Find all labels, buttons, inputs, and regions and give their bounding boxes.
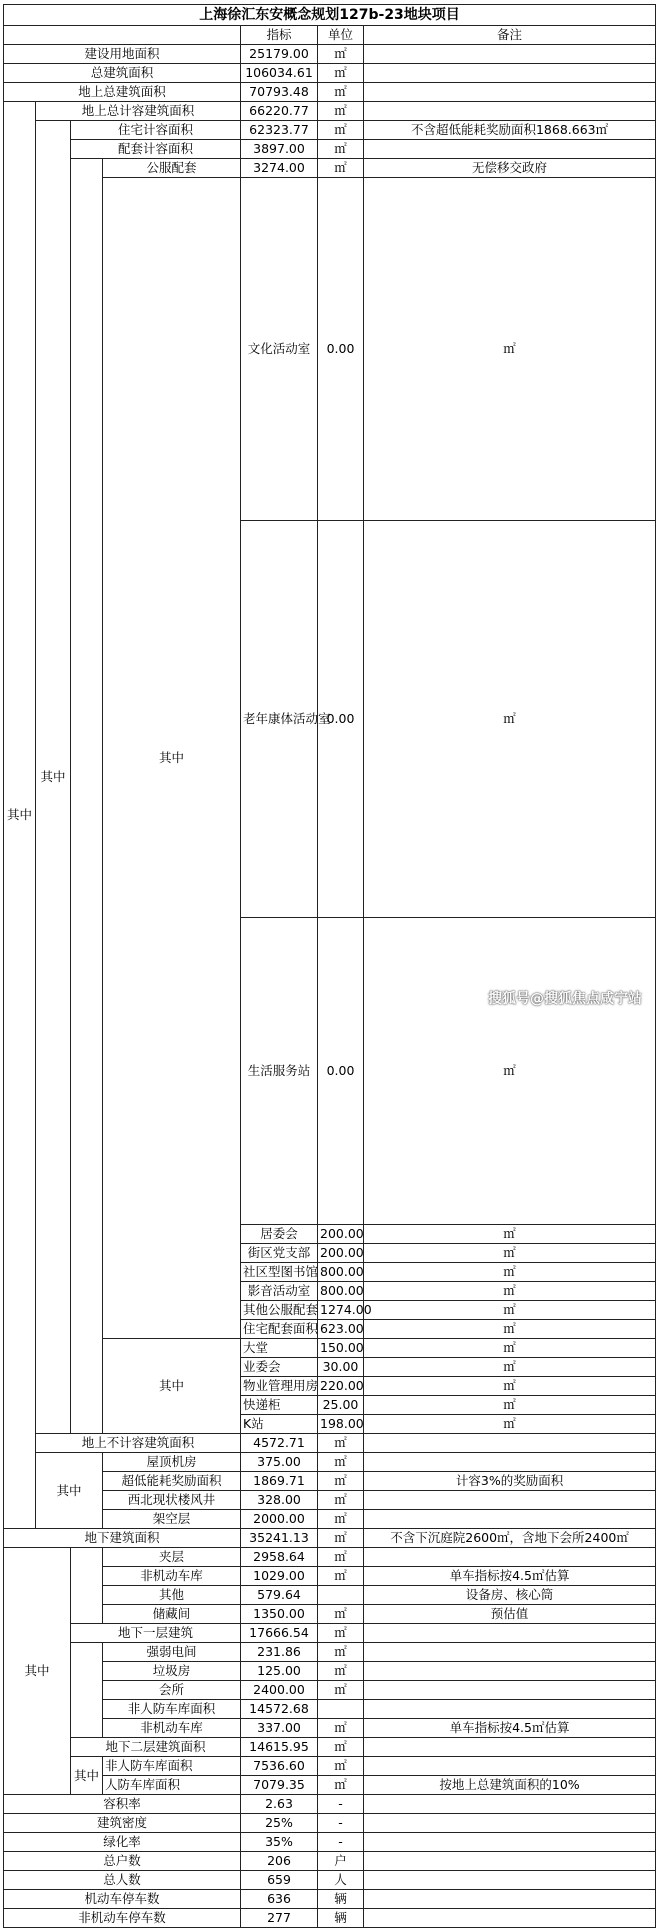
row-value: 198.00 — [318, 1415, 364, 1434]
row-name: 地下一层建筑 — [71, 1624, 241, 1643]
row-note: 不含超低能耗奖励面积1868.663㎡ — [364, 121, 656, 140]
row-value: 2958.64 — [241, 1548, 318, 1567]
row-unit: ㎡ — [318, 1605, 364, 1624]
row-value: 35% — [241, 1833, 318, 1852]
row-name: 夹层 — [103, 1548, 241, 1567]
row-name: 非人防车库面积 — [103, 1700, 241, 1719]
row-name: 其他公服配套 — [241, 1301, 318, 1320]
title-row — [4, 5, 656, 26]
row-value: 66220.77 — [241, 102, 318, 121]
row-unit: 辆 — [318, 1909, 364, 1928]
row-value: 1869.71 — [241, 1472, 318, 1491]
row-unit: ㎡ — [318, 1738, 364, 1757]
row-name: 西北现状楼风井 — [103, 1491, 241, 1510]
row-note — [364, 1852, 656, 1871]
row-name: 老年康体活动室 — [241, 521, 318, 918]
row-name: 公服配套 — [103, 159, 241, 178]
row-note: 预估值 — [364, 1605, 656, 1624]
table-row — [4, 1548, 656, 1567]
row-unit: ㎡ — [318, 1548, 364, 1567]
row-value: 220.00 — [318, 1377, 364, 1396]
row-unit: ㎡ — [364, 1301, 656, 1320]
row-name: 储藏间 — [103, 1605, 241, 1624]
row-note — [364, 64, 656, 83]
row-unit: - — [318, 1833, 364, 1852]
row-value: 0.00 — [318, 521, 364, 918]
row-name: 建设用地面积 — [4, 45, 241, 64]
row-unit: ㎡ — [364, 1244, 656, 1263]
row-name: 大堂 — [241, 1339, 318, 1358]
row-note — [364, 1738, 656, 1757]
row-name: 物业管理用房 — [241, 1377, 318, 1396]
table-row — [4, 45, 656, 64]
table-row — [4, 1833, 656, 1852]
row-value: 7079.35 — [241, 1776, 318, 1795]
row-unit: ㎡ — [318, 1719, 364, 1738]
row-note — [364, 1453, 656, 1472]
row-unit — [318, 1586, 364, 1605]
row-value: 70793.48 — [241, 83, 318, 102]
row-unit: ㎡ — [364, 1339, 656, 1358]
table-row — [4, 102, 656, 121]
header-note: 备注 — [364, 26, 656, 45]
row-name: 非机动车停车数 — [4, 1909, 241, 1928]
row-value: 277 — [241, 1909, 318, 1928]
row-value: 125.00 — [241, 1662, 318, 1681]
row-note — [364, 83, 656, 102]
row-unit: ㎡ — [364, 178, 656, 521]
row-note: 计容3%的奖励面积 — [364, 1472, 656, 1491]
row-name: 地下二层建筑面积 — [71, 1738, 241, 1757]
row-name: 住宅配套面积 — [241, 1320, 318, 1339]
row-value: 1274.00 — [318, 1301, 364, 1320]
row-note — [364, 1814, 656, 1833]
row-value: 106034.61 — [241, 64, 318, 83]
row-unit: ㎡ — [318, 64, 364, 83]
row-unit: ㎡ — [318, 1491, 364, 1510]
row-value: 2400.00 — [241, 1681, 318, 1700]
row-unit: ㎡ — [364, 1225, 656, 1244]
table-row — [4, 121, 656, 140]
group-label-level3b: 其中 — [103, 178, 241, 1339]
table-row — [4, 64, 656, 83]
table-row — [4, 1643, 656, 1662]
row-name: 机动车停车数 — [4, 1890, 241, 1909]
row-note — [364, 1643, 656, 1662]
header-metric: 指标 — [241, 26, 318, 45]
row-value: 375.00 — [241, 1453, 318, 1472]
row-name: 屋顶机房 — [103, 1453, 241, 1472]
row-name: 生活服务站 — [241, 918, 318, 1225]
row-note — [364, 1757, 656, 1776]
group-label-b1 — [71, 1643, 103, 1738]
row-note — [364, 1681, 656, 1700]
row-name: 人防车库面积 — [103, 1776, 241, 1795]
watermark: 搜狐号@搜狐焦点咸宁站 — [488, 991, 642, 1007]
table-row — [4, 83, 656, 102]
table-row — [4, 1909, 656, 1928]
row-name: 文化活动室 — [241, 178, 318, 521]
table-row — [4, 1738, 656, 1757]
table-row — [4, 1624, 656, 1643]
row-name: 社区型图书馆 — [241, 1263, 318, 1282]
row-value: 659 — [241, 1871, 318, 1890]
row-note — [364, 1909, 656, 1928]
row-value: 7536.60 — [241, 1757, 318, 1776]
row-value: 206 — [241, 1852, 318, 1871]
row-unit: ㎡ — [364, 1282, 656, 1301]
row-name: 强弱电间 — [103, 1643, 241, 1662]
row-name: 住宅计容面积 — [71, 121, 241, 140]
table-row — [4, 1453, 656, 1472]
row-note — [364, 1434, 656, 1453]
row-name: 非机动车库 — [103, 1719, 241, 1738]
row-value: 579.64 — [241, 1586, 318, 1605]
group-label-level3c: 其中 — [103, 1339, 241, 1434]
table-row — [4, 1434, 656, 1453]
row-unit: ㎡ — [364, 1263, 656, 1282]
table-row — [4, 1871, 656, 1890]
row-unit: ㎡ — [318, 102, 364, 121]
table-title: 上海徐汇东安概念规划127b-23地块项目 — [4, 5, 656, 26]
row-value: 3897.00 — [241, 140, 318, 159]
row-note: 不含下沉庭院2600㎡，含地下会所2400㎡ — [364, 1529, 656, 1548]
row-name: 街区党支部 — [241, 1244, 318, 1263]
row-unit: ㎡ — [318, 1662, 364, 1681]
row-unit: ㎡ — [318, 1643, 364, 1662]
row-name: 地上总建筑面积 — [4, 83, 241, 102]
row-value: 0.00 — [318, 918, 364, 1225]
row-note — [364, 140, 656, 159]
group-label-mezz — [71, 1548, 103, 1624]
row-note — [364, 1871, 656, 1890]
table-row — [4, 1852, 656, 1871]
group-label-level2: 其中 — [36, 121, 71, 1434]
row-unit: ㎡ — [318, 45, 364, 64]
row-name: 地下建筑面积 — [4, 1529, 241, 1548]
row-value: 25% — [241, 1814, 318, 1833]
row-unit: ㎡ — [364, 1377, 656, 1396]
row-value: 328.00 — [241, 1491, 318, 1510]
row-unit: ㎡ — [364, 1396, 656, 1415]
row-note — [364, 45, 656, 64]
row-note — [364, 1491, 656, 1510]
row-unit: ㎡ — [364, 1320, 656, 1339]
header-unit: 单位 — [318, 26, 364, 45]
row-value: 62323.77 — [241, 121, 318, 140]
row-name: 总人数 — [4, 1871, 241, 1890]
row-value: 1350.00 — [241, 1605, 318, 1624]
row-unit: ㎡ — [318, 121, 364, 140]
row-note — [364, 1833, 656, 1852]
row-unit: ㎡ — [318, 1567, 364, 1586]
row-value: 636 — [241, 1890, 318, 1909]
row-value: 800.00 — [318, 1263, 364, 1282]
row-note — [364, 102, 656, 121]
row-unit: - — [318, 1814, 364, 1833]
row-unit: ㎡ — [364, 521, 656, 918]
header-blank — [4, 26, 241, 45]
group-label-b2: 其中 — [71, 1757, 103, 1795]
row-name: K站 — [241, 1415, 318, 1434]
row-name: 容积率 — [4, 1795, 241, 1814]
table-row — [4, 1795, 656, 1814]
row-value: 0.00 — [318, 178, 364, 521]
row-note — [364, 1624, 656, 1643]
row-unit: ㎡ — [364, 918, 656, 1225]
row-unit: ㎡ — [364, 1358, 656, 1377]
row-unit: ㎡ — [318, 1510, 364, 1529]
row-note — [364, 1662, 656, 1681]
row-value: 623.00 — [318, 1320, 364, 1339]
row-unit: ㎡ — [318, 1529, 364, 1548]
table-row — [4, 1757, 656, 1776]
row-value: 150.00 — [318, 1339, 364, 1358]
row-name: 会所 — [103, 1681, 241, 1700]
row-name: 非机动车库 — [103, 1567, 241, 1586]
row-name: 超低能耗奖励面积 — [103, 1472, 241, 1491]
row-value: 1029.00 — [241, 1567, 318, 1586]
group-label-nonfar: 其中 — [36, 1453, 103, 1529]
row-value: 2.63 — [241, 1795, 318, 1814]
row-value: 4572.71 — [241, 1434, 318, 1453]
row-name: 绿化率 — [4, 1833, 241, 1852]
group-label-level3 — [71, 159, 103, 1434]
row-unit: 人 — [318, 1871, 364, 1890]
row-name: 地上不计容建筑面积 — [36, 1434, 241, 1453]
row-unit: 户 — [318, 1852, 364, 1871]
table-row — [4, 159, 656, 178]
row-value: 35241.13 — [241, 1529, 318, 1548]
row-value: 231.86 — [241, 1643, 318, 1662]
row-note — [364, 1700, 656, 1719]
row-name: 总建筑面积 — [4, 64, 241, 83]
row-value: 800.00 — [318, 1282, 364, 1301]
row-name: 架空层 — [103, 1510, 241, 1529]
row-note — [364, 1510, 656, 1529]
row-name: 非人防车库面积 — [103, 1757, 241, 1776]
row-value: 2000.00 — [241, 1510, 318, 1529]
row-value: 200.00 — [318, 1244, 364, 1263]
table-row — [4, 1529, 656, 1548]
row-value: 14615.95 — [241, 1738, 318, 1757]
row-unit: ㎡ — [318, 140, 364, 159]
group-label-level1: 其中 — [4, 102, 36, 1529]
table-row — [4, 140, 656, 159]
row-value: 14572.68 — [241, 1700, 318, 1719]
row-unit: ㎡ — [318, 83, 364, 102]
row-note — [364, 1795, 656, 1814]
row-name: 垃圾房 — [103, 1662, 241, 1681]
row-name: 其他 — [103, 1586, 241, 1605]
row-unit: ㎡ — [364, 1415, 656, 1434]
row-note: 按地上总建筑面积的10% — [364, 1776, 656, 1795]
row-unit: ㎡ — [318, 1776, 364, 1795]
header-row — [4, 26, 656, 45]
row-name: 配套计容面积 — [71, 140, 241, 159]
row-value: 25179.00 — [241, 45, 318, 64]
row-name: 业委会 — [241, 1358, 318, 1377]
row-value: 200.00 — [318, 1225, 364, 1244]
row-value: 30.00 — [318, 1358, 364, 1377]
row-unit: - — [318, 1795, 364, 1814]
row-name: 建筑密度 — [4, 1814, 241, 1833]
row-note — [364, 1548, 656, 1567]
row-unit: ㎡ — [318, 1757, 364, 1776]
row-name: 居委会 — [241, 1225, 318, 1244]
row-value: 337.00 — [241, 1719, 318, 1738]
row-value: 17666.54 — [241, 1624, 318, 1643]
row-note: 无偿移交政府 — [364, 159, 656, 178]
row-unit: ㎡ — [318, 1434, 364, 1453]
row-unit: 辆 — [318, 1890, 364, 1909]
row-note: 单车指标按4.5㎡估算 — [364, 1567, 656, 1586]
row-note — [364, 1890, 656, 1909]
table-row — [4, 1890, 656, 1909]
row-value: 3274.00 — [241, 159, 318, 178]
row-unit — [318, 1700, 364, 1719]
row-unit: ㎡ — [318, 159, 364, 178]
row-name: 总户数 — [4, 1852, 241, 1871]
group-label-underground: 其中 — [4, 1548, 71, 1795]
row-name: 地上总计容建筑面积 — [36, 102, 241, 121]
row-unit: ㎡ — [318, 1681, 364, 1700]
planning-table — [3, 4, 656, 1928]
row-unit: ㎡ — [318, 1472, 364, 1491]
row-value: 25.00 — [318, 1396, 364, 1415]
row-name: 影音活动室 — [241, 1282, 318, 1301]
row-unit: ㎡ — [318, 1624, 364, 1643]
row-unit: ㎡ — [318, 1453, 364, 1472]
row-note: 单车指标按4.5㎡估算 — [364, 1719, 656, 1738]
table-row — [4, 1814, 656, 1833]
row-note: 设备房、核心筒 — [364, 1586, 656, 1605]
row-name: 快递柜 — [241, 1396, 318, 1415]
